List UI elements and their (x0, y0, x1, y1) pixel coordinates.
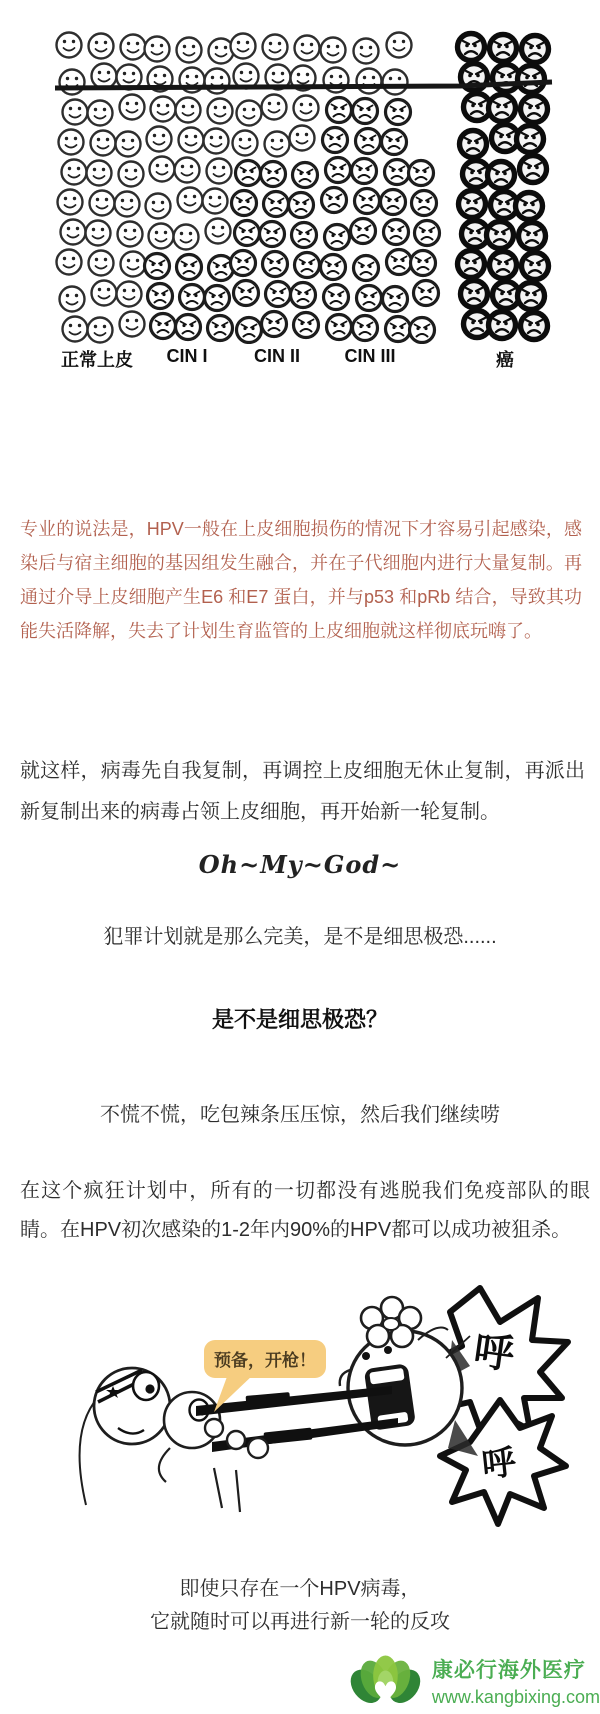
brand-watermark (345, 1648, 600, 1714)
scary-heading: 是不是细思极恐？ (211, 1007, 388, 1032)
brand-website-link[interactable]: www.kangbixing.com (431, 1687, 600, 1707)
closing-line-2: 它就随时可以再进行新一轮的反攻 (150, 1611, 450, 1633)
immune-shooting-hpv-illustration (0, 1270, 600, 1570)
lotus-logo-icon (345, 1649, 426, 1713)
perfect-crime-line: 犯罪计划就是那么完美，是不是细思极恐...... (103, 926, 497, 948)
cell-progression-illustration (0, 8, 600, 344)
label-cin1: CIN I (166, 346, 208, 366)
closing-line-1: 即使只存在一个HPV病毒， (179, 1578, 421, 1600)
brand-name: 康必行海外医疗 (431, 1658, 586, 1682)
red-highlight-paragraph: 专业的说法是，HPV一般在上皮细胞损伤的情况下才容易引起感染，感染后与宿主细胞的基因组发生融合，并在子代细胞内进行大量复制。再通过介导上皮细胞产生E6 和E7 蛋白，并与p53 和pRb 结合，导致其功能失活降解，失去了计划生育监管的上皮细胞就这样彻底玩嗨了。 (20, 519, 582, 641)
speech-bubble-text: 预备，开枪！ (214, 1351, 316, 1370)
label-normal-epithelium: 正常上皮 (61, 350, 133, 370)
label-cin3: CIN III (344, 346, 396, 366)
cells-layer (57, 33, 549, 343)
burst-text-hu-2: 呼 (479, 1443, 518, 1485)
snack-line: 不慌不慌，吃包辣条压压惊，然后我们继续唠 (100, 1104, 500, 1126)
burst-text-hu-1: 呼 (470, 1328, 517, 1378)
virus-replication-paragraph: 就这样，病毒先自我复制，再调控上皮细胞无休止复制，再派出新复制出来的病毒占领上皮细胞，再开始新一轮复制。 (20, 760, 585, 823)
label-cin2: CIN II (253, 346, 301, 366)
oh-my-god-line: Oh~My~God~ (198, 850, 402, 879)
label-cancer: 癌 (496, 350, 514, 370)
immune-system-paragraph: 在这个疯狂计划中，所有的一切都没有逃脱我们免疫部队的眼睛。在HPV初次感染的1-2年内90%的HPV都可以成功被狙杀。 (20, 1180, 590, 1241)
